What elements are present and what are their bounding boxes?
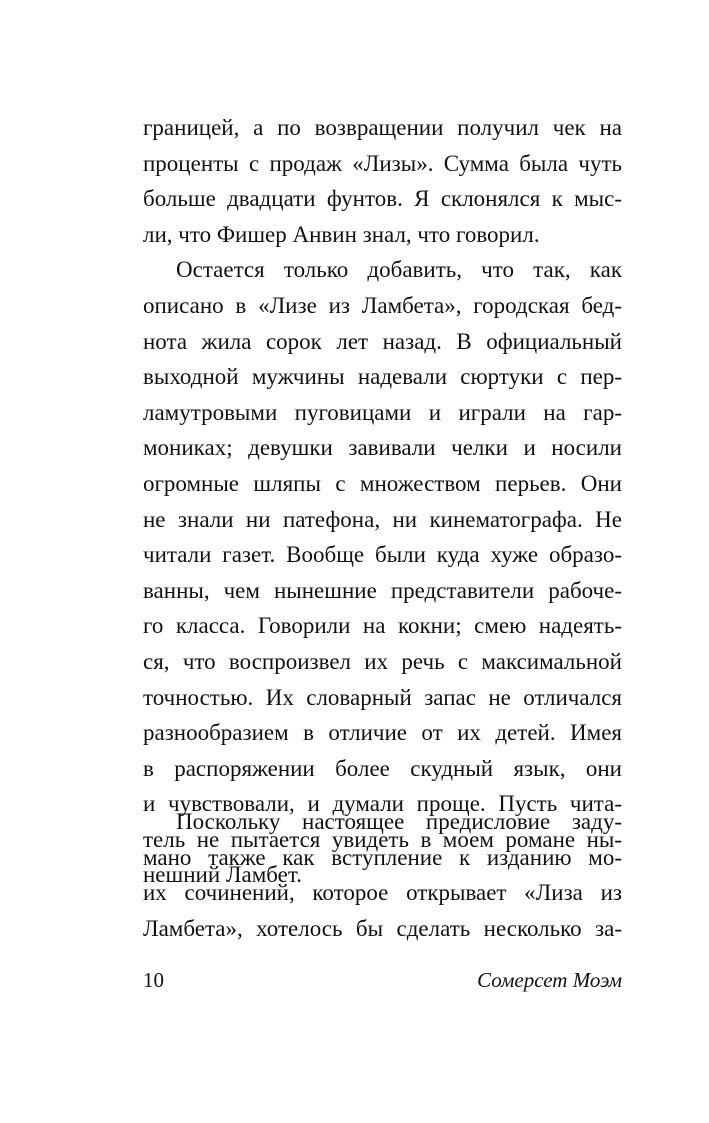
text-line: нешний Ламбет.: [143, 862, 302, 888]
paragraph-2: [143, 252, 622, 893]
text-line: тель не пытается увидеть в моем романе ны-: [143, 826, 622, 852]
main-text-continued: [143, 804, 622, 946]
text-line: точностью. Их словарный запас не отличался: [143, 684, 622, 710]
page-number: 10: [143, 968, 164, 992]
text-line: Ламбета», хотелось бы сделать несколько за-: [143, 915, 622, 941]
text-line: разнообразием в отличие от их детей. Имея: [143, 720, 622, 746]
text-line: ванны, чем нынешние представители рабоче-: [143, 577, 622, 603]
text-line: ли, что Фишер Анвин знал, что говорил.: [143, 221, 540, 247]
text-line: границей, а по возвращении получил чек на: [143, 115, 622, 140]
text-line: мано также как вступление к изданию мо-: [143, 844, 622, 870]
main-text: [143, 110, 622, 893]
text-line: огромные шляпы с множеством перьев. Они: [143, 470, 622, 496]
running-author: Сомерсет Моэм: [477, 968, 622, 992]
text-line: Поскольку настоящее предисловие заду-: [176, 809, 622, 834]
text-line: го класса. Говорили на кокни; смею надеять-: [143, 613, 622, 639]
paragraph-3: [143, 804, 622, 946]
text-line: не знали ни патефона, ни кинематографа. Не: [143, 506, 622, 532]
text-line: в распоряжении более скудный язык, они: [143, 755, 622, 781]
text-line: мониках; девушки завивали челки и носили: [143, 435, 622, 461]
text-line: описано в «Лизе из Ламбета», городская бед-: [143, 292, 622, 318]
text-line: нота жила сорок лет назад. В официальный: [143, 328, 622, 354]
text-line: больше двадцати фунтов. Я склонялся к мыс-: [143, 186, 622, 212]
text-line: Остается только добавить, что так, как: [176, 257, 622, 283]
text-line: выходной мужчины надевали сюртуки с пер-: [143, 364, 622, 390]
text-line: ся, что воспроизвел их речь с максимальной: [143, 648, 622, 674]
text-line: проценты с продаж «Лизы». Сумма была чуть: [143, 150, 622, 176]
paragraph-1: [143, 110, 622, 252]
text-line: ламутровыми пуговицами и играли на гар-: [143, 399, 622, 425]
text-line: их сочинений, которое открывает «Лиза из: [143, 880, 622, 906]
text-line: и чувствовали, и думали проще. Пусть чита-: [143, 791, 622, 817]
text-line: читали газет. Вообще были куда хуже образо-: [143, 542, 622, 568]
